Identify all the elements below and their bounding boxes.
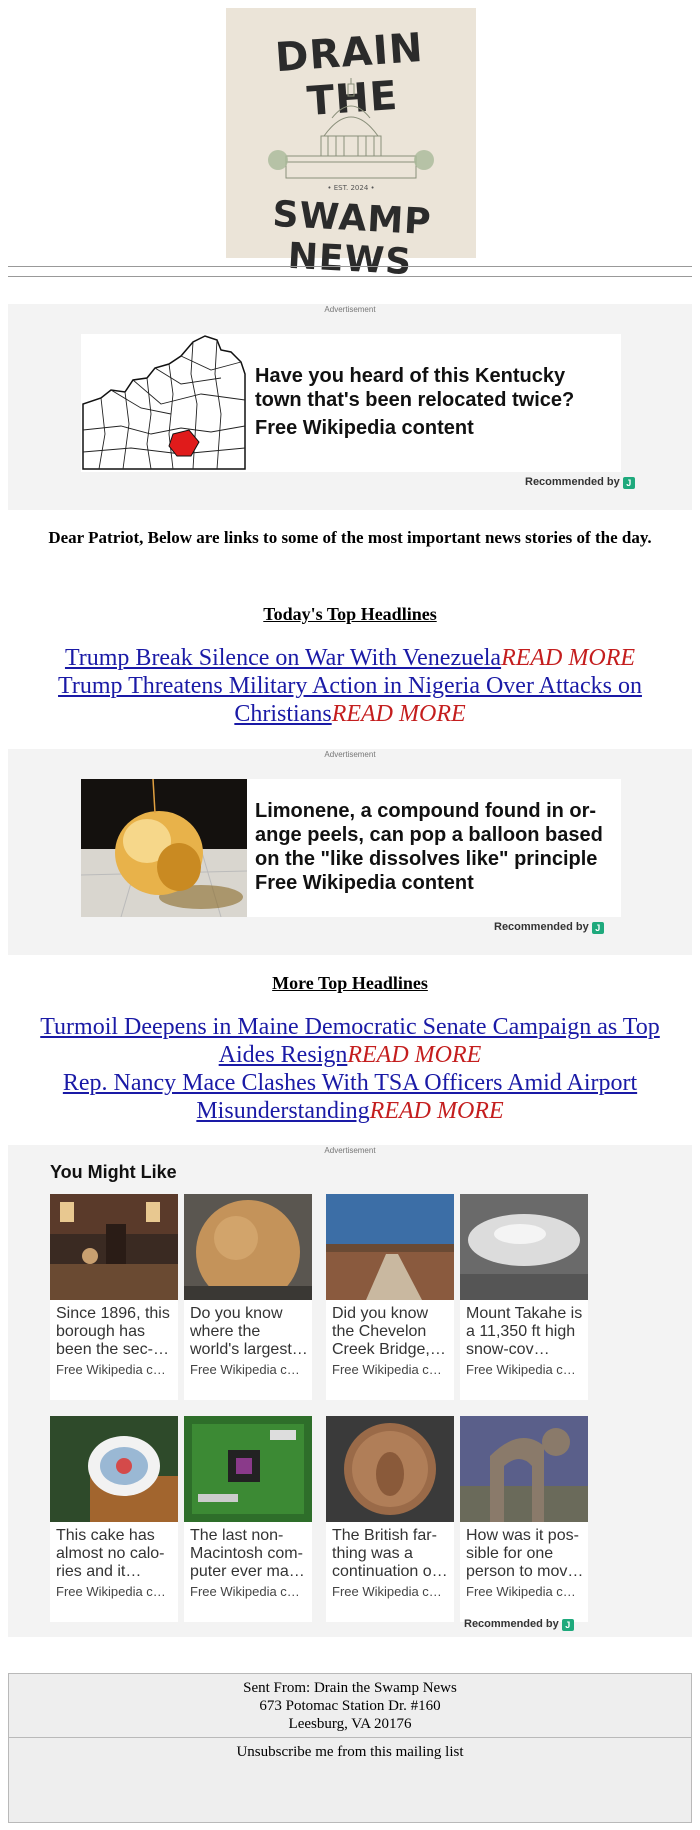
tile-source: Free Wikipedia c…: [466, 1584, 576, 1599]
recommendation-tile[interactable]: [326, 1194, 454, 1400]
tile-image-stone-arch: [460, 1416, 588, 1522]
you-might-like-panel: [8, 1145, 692, 1637]
headline-link[interactable]: Trump Break Silence on War With Venezuela: [64, 645, 502, 671]
recommender-logo-icon: J: [623, 477, 635, 489]
logo-top-text: DRAIN THE: [273, 24, 425, 126]
recommendation-tile[interactable]: [184, 1416, 312, 1622]
capitol-illustration: [266, 78, 436, 188]
logo-bottom-text: SWAMP NEWS: [271, 193, 433, 284]
recommendation-tile[interactable]: [460, 1416, 588, 1622]
you-might-like-title: You Might Like: [50, 1162, 177, 1182]
recommendation-tile[interactable]: [184, 1194, 312, 1400]
divider-top: [8, 266, 692, 267]
ad-card[interactable]: [81, 334, 621, 472]
kentucky-map-image: [81, 334, 247, 472]
ad-card[interactable]: [81, 779, 621, 917]
headline-item: [20, 644, 680, 672]
recommended-by[interactable]: [464, 1618, 574, 1631]
headline-link[interactable]: Trump Threatens Military Action in Nigeria Over Attacks on Christians: [58, 673, 642, 727]
tile-source: Free Wikipedia c…: [332, 1584, 442, 1599]
recommended-label: Recommended by: [464, 1618, 559, 1630]
tile-text[interactable]: Since 1896, this borough has been the sec-…: [56, 1305, 170, 1358]
tile-image-cake: [50, 1416, 178, 1522]
footer-city: Leesburg, VA 20176: [288, 1716, 412, 1732]
tile-image-bridge: [326, 1194, 454, 1300]
ad-label: Advertisement: [324, 305, 376, 314]
tile-text[interactable]: The last non-Macintosh com-puter ever ma…: [190, 1527, 305, 1580]
ad-title[interactable]: Have you heard of this Kentucky town that's been relocated twice?: [255, 365, 575, 411]
divider-bottom: [8, 276, 692, 277]
tile-source: Free Wikipedia c…: [56, 1584, 166, 1599]
recommended-by[interactable]: [494, 921, 604, 934]
recommendation-tile[interactable]: [50, 1194, 178, 1400]
headline-list-more: [20, 1013, 680, 1125]
read-more-link[interactable]: READ MORE: [501, 645, 636, 671]
footer-street: 673 Potomac Station Dr. #160: [259, 1698, 441, 1714]
headline-link[interactable]: Rep. Nancy Mace Clashes With TSA Officers Amid Airport Misunderstanding: [62, 1070, 638, 1124]
ad-label: Advertisement: [324, 750, 376, 759]
headline-list-top: [20, 644, 680, 728]
recommendation-tile[interactable]: [326, 1416, 454, 1622]
read-more-link[interactable]: READ MORE: [347, 1042, 482, 1068]
tile-text[interactable]: How was it pos-sible for one person to mov…: [466, 1527, 584, 1580]
tile-source: Free Wikipedia c…: [56, 1362, 166, 1377]
recommender-logo-icon: J: [562, 1619, 574, 1631]
tile-image-coin: [326, 1416, 454, 1522]
recommender-logo-icon: J: [592, 922, 604, 934]
tile-source: Free Wikipedia c…: [466, 1362, 576, 1377]
footer-sender: Sent From: Drain the Swamp News: [243, 1680, 457, 1696]
section-heading-top: Today's Top Headlines: [263, 604, 437, 624]
tile-source: Free Wikipedia c…: [332, 1362, 442, 1377]
ad-panel-limonene[interactable]: [8, 749, 692, 955]
unsubscribe-link[interactable]: Unsubscribe me from this mailing list: [236, 1744, 464, 1760]
tile-image-borough: [50, 1194, 178, 1300]
recommendation-tile[interactable]: [460, 1194, 588, 1400]
read-more-link[interactable]: READ MORE: [331, 701, 466, 727]
tile-source: Free Wikipedia c…: [190, 1362, 300, 1377]
footer: [8, 1673, 692, 1823]
tile-source: Free Wikipedia c…: [190, 1584, 300, 1599]
tile-image-mountain: [460, 1194, 588, 1300]
ad-source: Free Wikipedia content: [255, 872, 474, 894]
tile-image-ball: [184, 1194, 312, 1300]
tile-text[interactable]: Do you know where the world's largest…: [190, 1305, 308, 1358]
newsletter-logo: [226, 8, 476, 284]
section-heading-more: More Top Headlines: [272, 973, 428, 993]
recommendation-tile[interactable]: [50, 1416, 178, 1622]
logo-est-text: • EST. 2024 •: [327, 184, 375, 192]
headline-item: [20, 1069, 680, 1125]
read-more-link[interactable]: READ MORE: [369, 1098, 504, 1124]
ad-panel-kentucky[interactable]: [8, 304, 692, 510]
tile-text[interactable]: This cake has almost no calo-ries and it…: [56, 1527, 165, 1580]
intro-text: Dear Patriot, Below are links to some of the most important news stories of the day.: [48, 528, 652, 547]
tile-text[interactable]: Mount Takahe is a 11,350 ft high snow-cov…: [466, 1305, 583, 1358]
footer-address: [9, 1674, 691, 1738]
ad-title[interactable]: Limonene, a compound found in or-ange peels, can pop a balloon based on the "like dissolves like" principle: [255, 800, 603, 870]
ad-source: Free Wikipedia content: [255, 417, 474, 439]
tile-image-motherboard: [184, 1416, 312, 1522]
recommended-label: Recommended by: [525, 476, 620, 488]
recommended-label: Recommended by: [494, 921, 589, 933]
balloon-image: [81, 779, 247, 917]
ad-label: Advertisement: [324, 1146, 376, 1155]
tile-text[interactable]: The British far-thing was a continuation o…: [332, 1527, 448, 1580]
headline-item: [20, 1013, 680, 1069]
tile-text[interactable]: Did you know the Chevelon Creek Bridge,…: [332, 1305, 446, 1358]
headline-link[interactable]: Turmoil Deepens in Maine Democratic Senate Campaign as Top Aides Resign: [40, 1014, 660, 1068]
recommended-by[interactable]: [525, 476, 635, 489]
headline-item: [20, 672, 680, 728]
